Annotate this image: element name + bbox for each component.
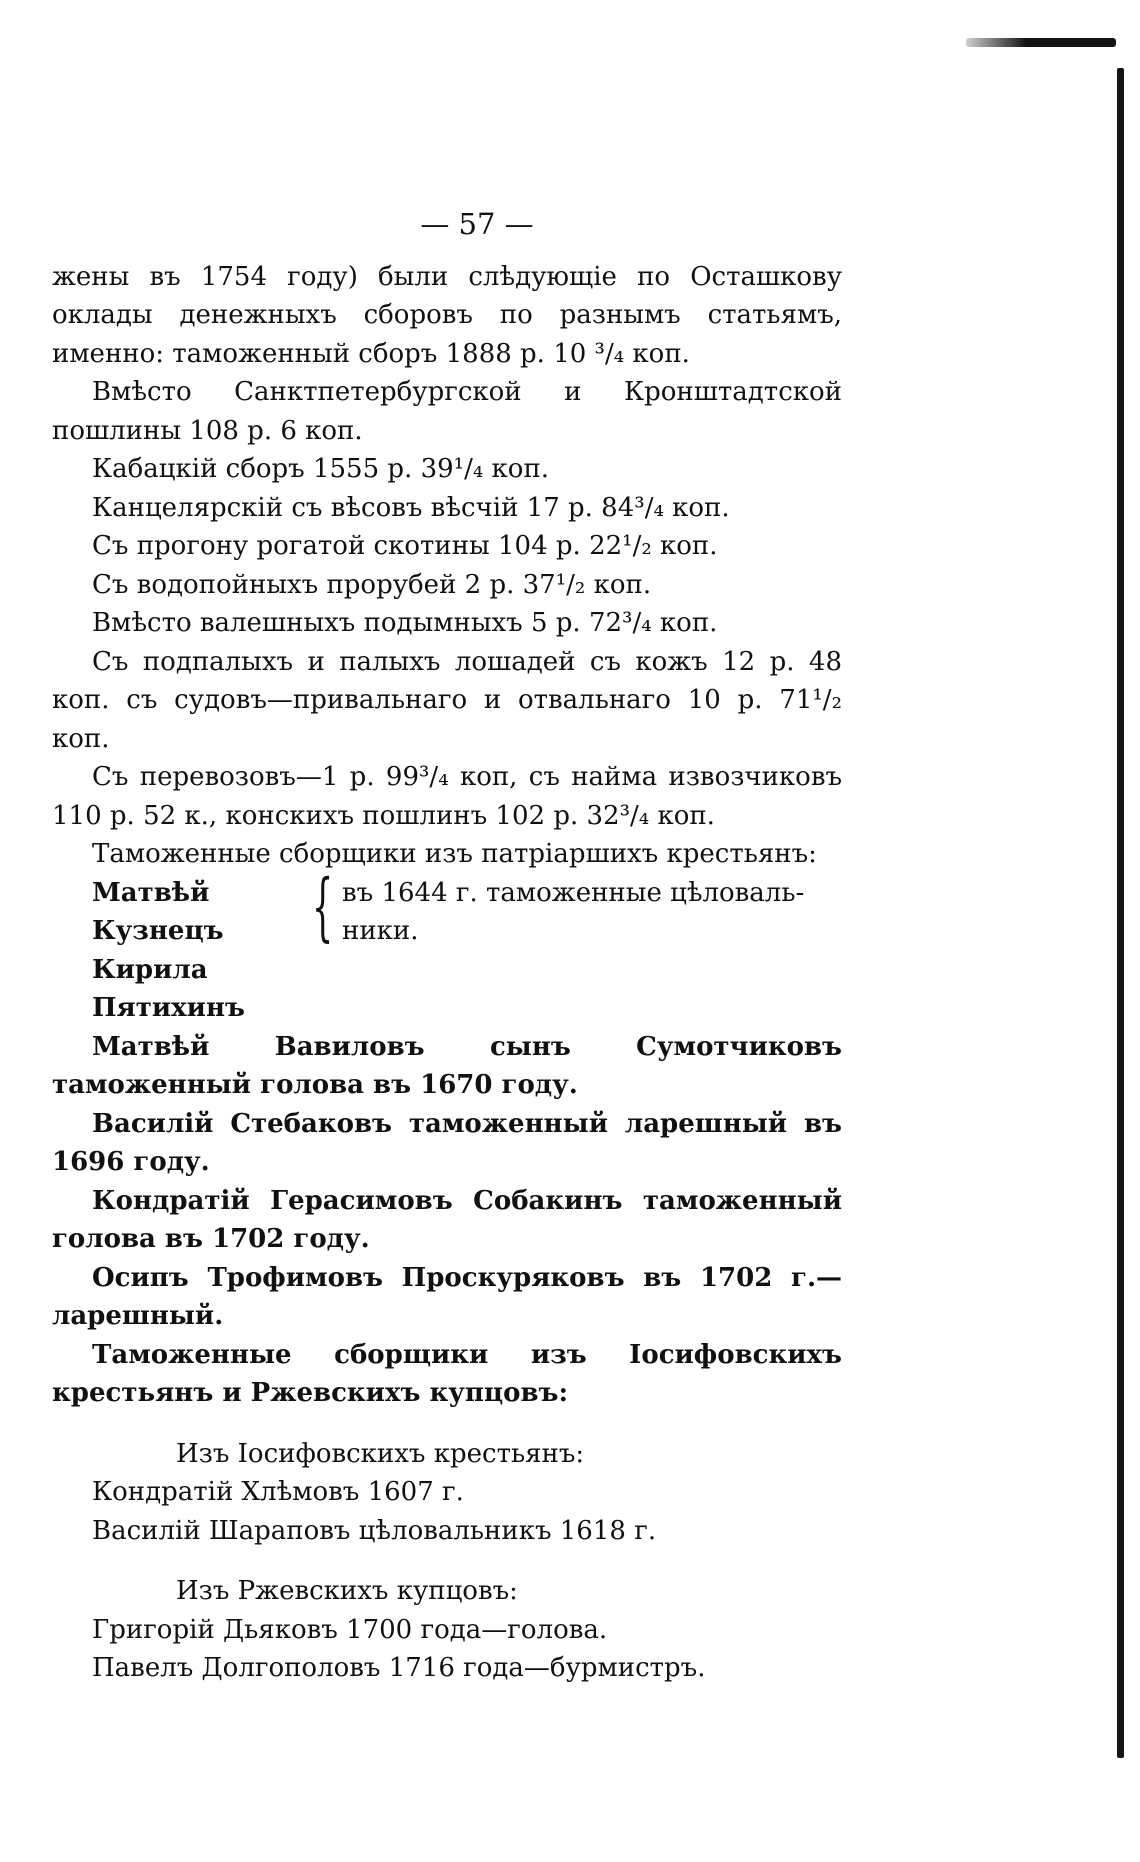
item-3: Канцелярскій съ вѣсовъ вѣсчій 17 р. 84³/₄ коп. [92,492,730,523]
collector-4: Осипъ Трофимовъ Проскуряковъ въ 1702 г.—ларешный. [52,1262,842,1331]
brace-name-2: Кирила Пятихинъ [92,954,245,1023]
intro-paragraph: жены въ 1754 году) были слѣдующіе по Осташкову оклады денежныхъ сборовъ по разнымъ статьямъ, именно: таможенный сборъ 1888 р. 10 ³/₄ коп. [52,261,842,369]
iosif-heading: Изъ Іосифовскихъ крестьянъ: [176,1438,585,1469]
rzhev-heading: Изъ Ржевскихъ купцовъ: [176,1576,518,1606]
brace-name-1: Матвѣй Кузнецъ [92,877,224,946]
scan-artifact-top [966,38,1116,47]
curly-brace-icon: { [312,863,334,950]
iosif-item-1: Кондратій Хлѣмовъ 1607 г. [92,1477,464,1507]
brace-text-2: ники. [342,916,419,946]
item-5: Съ водопойныхъ прорубей 2 р. 37¹/₂ коп. [92,569,652,600]
item-2: Кабацкій сборъ 1555 р. 39¹/₄ коп. [92,454,550,484]
collector-5: Таможенные сборщики изъ Іосифовскихъ крестьянъ и Ржевскихъ купцовъ: [52,1339,842,1408]
rzhev-item-2: Павелъ Долгополовъ 1716 года—бурмистръ. [92,1653,706,1683]
rzhev-item-1: Григорій Дьяковъ 1700 года—голова. [92,1614,608,1645]
collectors-intro: Таможенные сборщики изъ патріаршихъ крестьянъ: [92,839,817,869]
brace-text-1: въ 1644 г. таможенные цѣловаль- [342,877,805,908]
collector-1: Матвѣй Вавиловъ сынъ Сумотчиковъ таможенный голова въ 1670 году. [52,1031,842,1100]
item-7: Съ подпалыхъ и палыхъ лошадей съ кожъ 12 р. 48 коп. съ судовъ—привальнаго и отвальнаго 10 р. 71¹/₂ коп. [52,646,842,754]
item-4: Съ прогону рогатой скотины 104 р. 22¹/₂ коп. [92,531,718,561]
item-6: Вмѣсто валешныхъ подымныхъ 5 р. 72³/₄ коп. [92,608,718,638]
collector-2: Василій Стебаковъ таможенный ларешный въ 1696 году. [52,1108,842,1177]
page-number: — 57 — [420,207,534,241]
iosif-item-2: Василій Шараповъ цѣловальникъ 1618 г. [92,1515,657,1546]
item-8: Съ перевозовъ—1 р. 99³/₄ коп, съ найма извозчиковъ 110 р. 52 к., конскихъ пошлинъ 102 р. 32³/₄ коп. [52,762,842,831]
brace-group [92,863,842,1028]
brace-names [92,874,312,1028]
item-1: Вмѣсто Санктпетербургской и Кронштадтской пошлины 108 р. 6 коп. [52,377,842,446]
scan-artifact-edge [1117,68,1124,1758]
collector-3: Кондратій Герасимовъ Собакинъ таможенный голова въ 1702 году. [52,1185,842,1254]
brace-text [342,874,842,1028]
document-page [52,205,842,1688]
